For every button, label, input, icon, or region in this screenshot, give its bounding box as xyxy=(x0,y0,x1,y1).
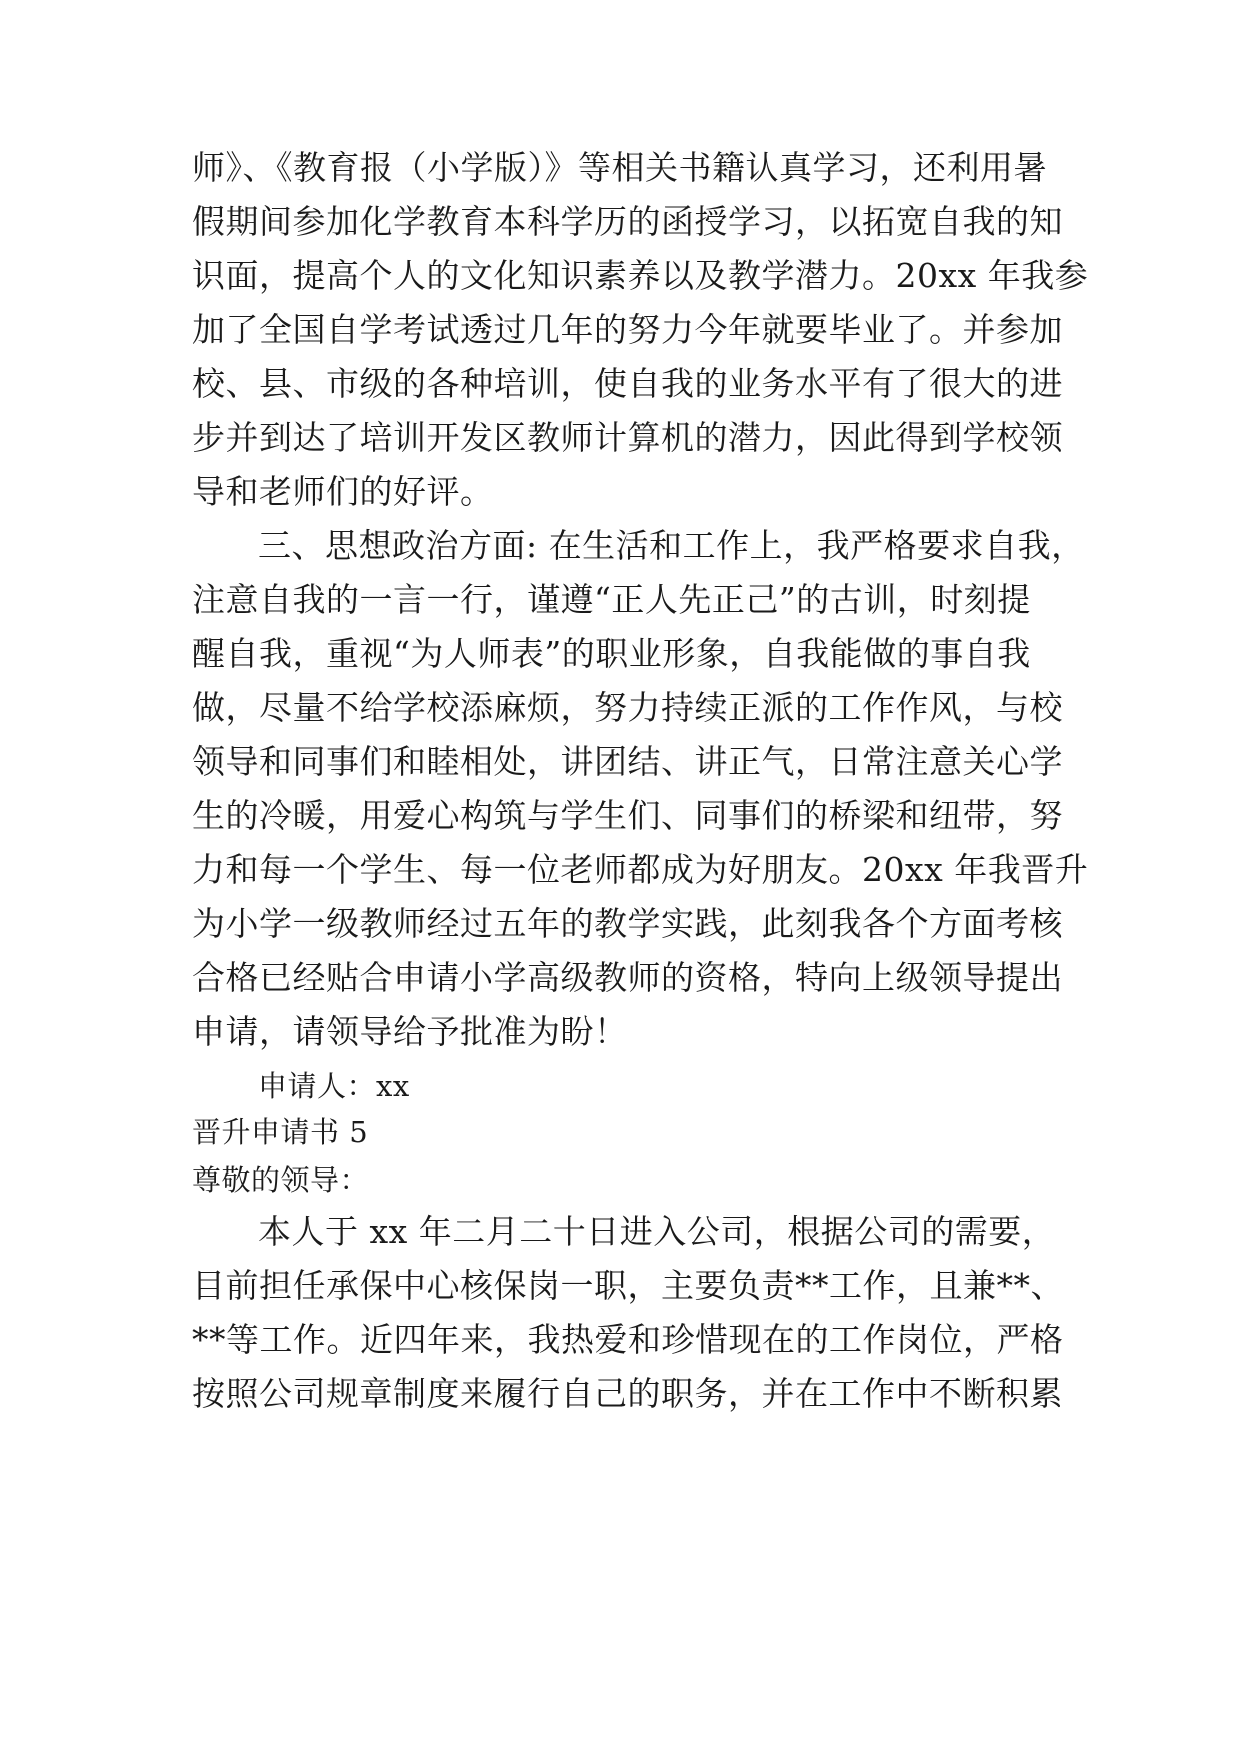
paragraph-line: 生的冷暖，用爱心构筑与学生们、同事们的桥梁和纽带，努 xyxy=(192,796,1063,835)
paragraph-line: 识面，提高个人的文化知识素养以及教学潜力。20xx 年我参 xyxy=(192,256,1089,295)
section-title: 晋升申请书 5 xyxy=(192,1115,369,1149)
paragraph-line: 加了全国自学考试透过几年的努力今年就要毕业了。并参加 xyxy=(192,310,1063,349)
paragraph-line: 醒自我，重视“为人师表”的职业形象，自我能做的事自我 xyxy=(192,634,1031,673)
paragraph-line: 合格已经贴合申请小学高级教师的资格，特向上级领导提出 xyxy=(192,958,1063,997)
paragraph-line: 校、县、市级的各种培训，使自我的业务水平有了很大的进 xyxy=(192,364,1063,403)
salutation: 尊敬的领导： xyxy=(192,1163,370,1197)
applicant-line: 申请人：xx xyxy=(258,1069,410,1103)
paragraph-line: 领导和同事们和睦相处，讲团结、讲正气，日常注意关心学 xyxy=(192,742,1063,781)
paragraph-line: 为小学一级教师经过五年的教学实践，此刻我各个方面考核 xyxy=(192,904,1063,943)
paragraph-line: 注意自我的一言一行，谨遵“正人先正己”的古训，时刻提 xyxy=(192,580,1031,619)
paragraph-line: 按照公司规章制度来履行自己的职务，并在工作中不断积累 xyxy=(192,1374,1063,1413)
paragraph-line: 力和每一个学生、每一位老师都成为好朋友。20xx 年我晋升 xyxy=(192,850,1089,889)
paragraph-line: 做，尽量不给学校添麻烦，努力持续正派的工作作风，与校 xyxy=(192,688,1063,727)
paragraph-line: 目前担任承保中心核保岗一职，主要负责**工作，且兼**、 xyxy=(192,1266,1064,1305)
paragraph-line: 步并到达了培训开发区教师计算机的潜力，因此得到学校领 xyxy=(192,418,1063,457)
paragraph-line: 假期间参加化学教育本科学历的函授学习，以拓宽自我的知 xyxy=(192,202,1063,241)
paragraph-line: **等工作。近四年来，我热爱和珍惜现在的工作岗位，严格 xyxy=(192,1320,1064,1359)
paragraph-line: 本人于 xx 年二月二十日进入公司，根据公司的需要， xyxy=(258,1212,1056,1251)
paragraph-line: 三、思想政治方面: 在生活和工作上，我严格要求自我， xyxy=(258,526,1085,565)
paragraph-line: 申请，请领导给予批准为盼！ xyxy=(192,1012,628,1051)
paragraph-line: 导和老师们的好评。 xyxy=(192,472,494,511)
paragraph-line: 师》、《教育报（小学版）》等相关书籍认真学习，还利用暑 xyxy=(192,148,1047,187)
